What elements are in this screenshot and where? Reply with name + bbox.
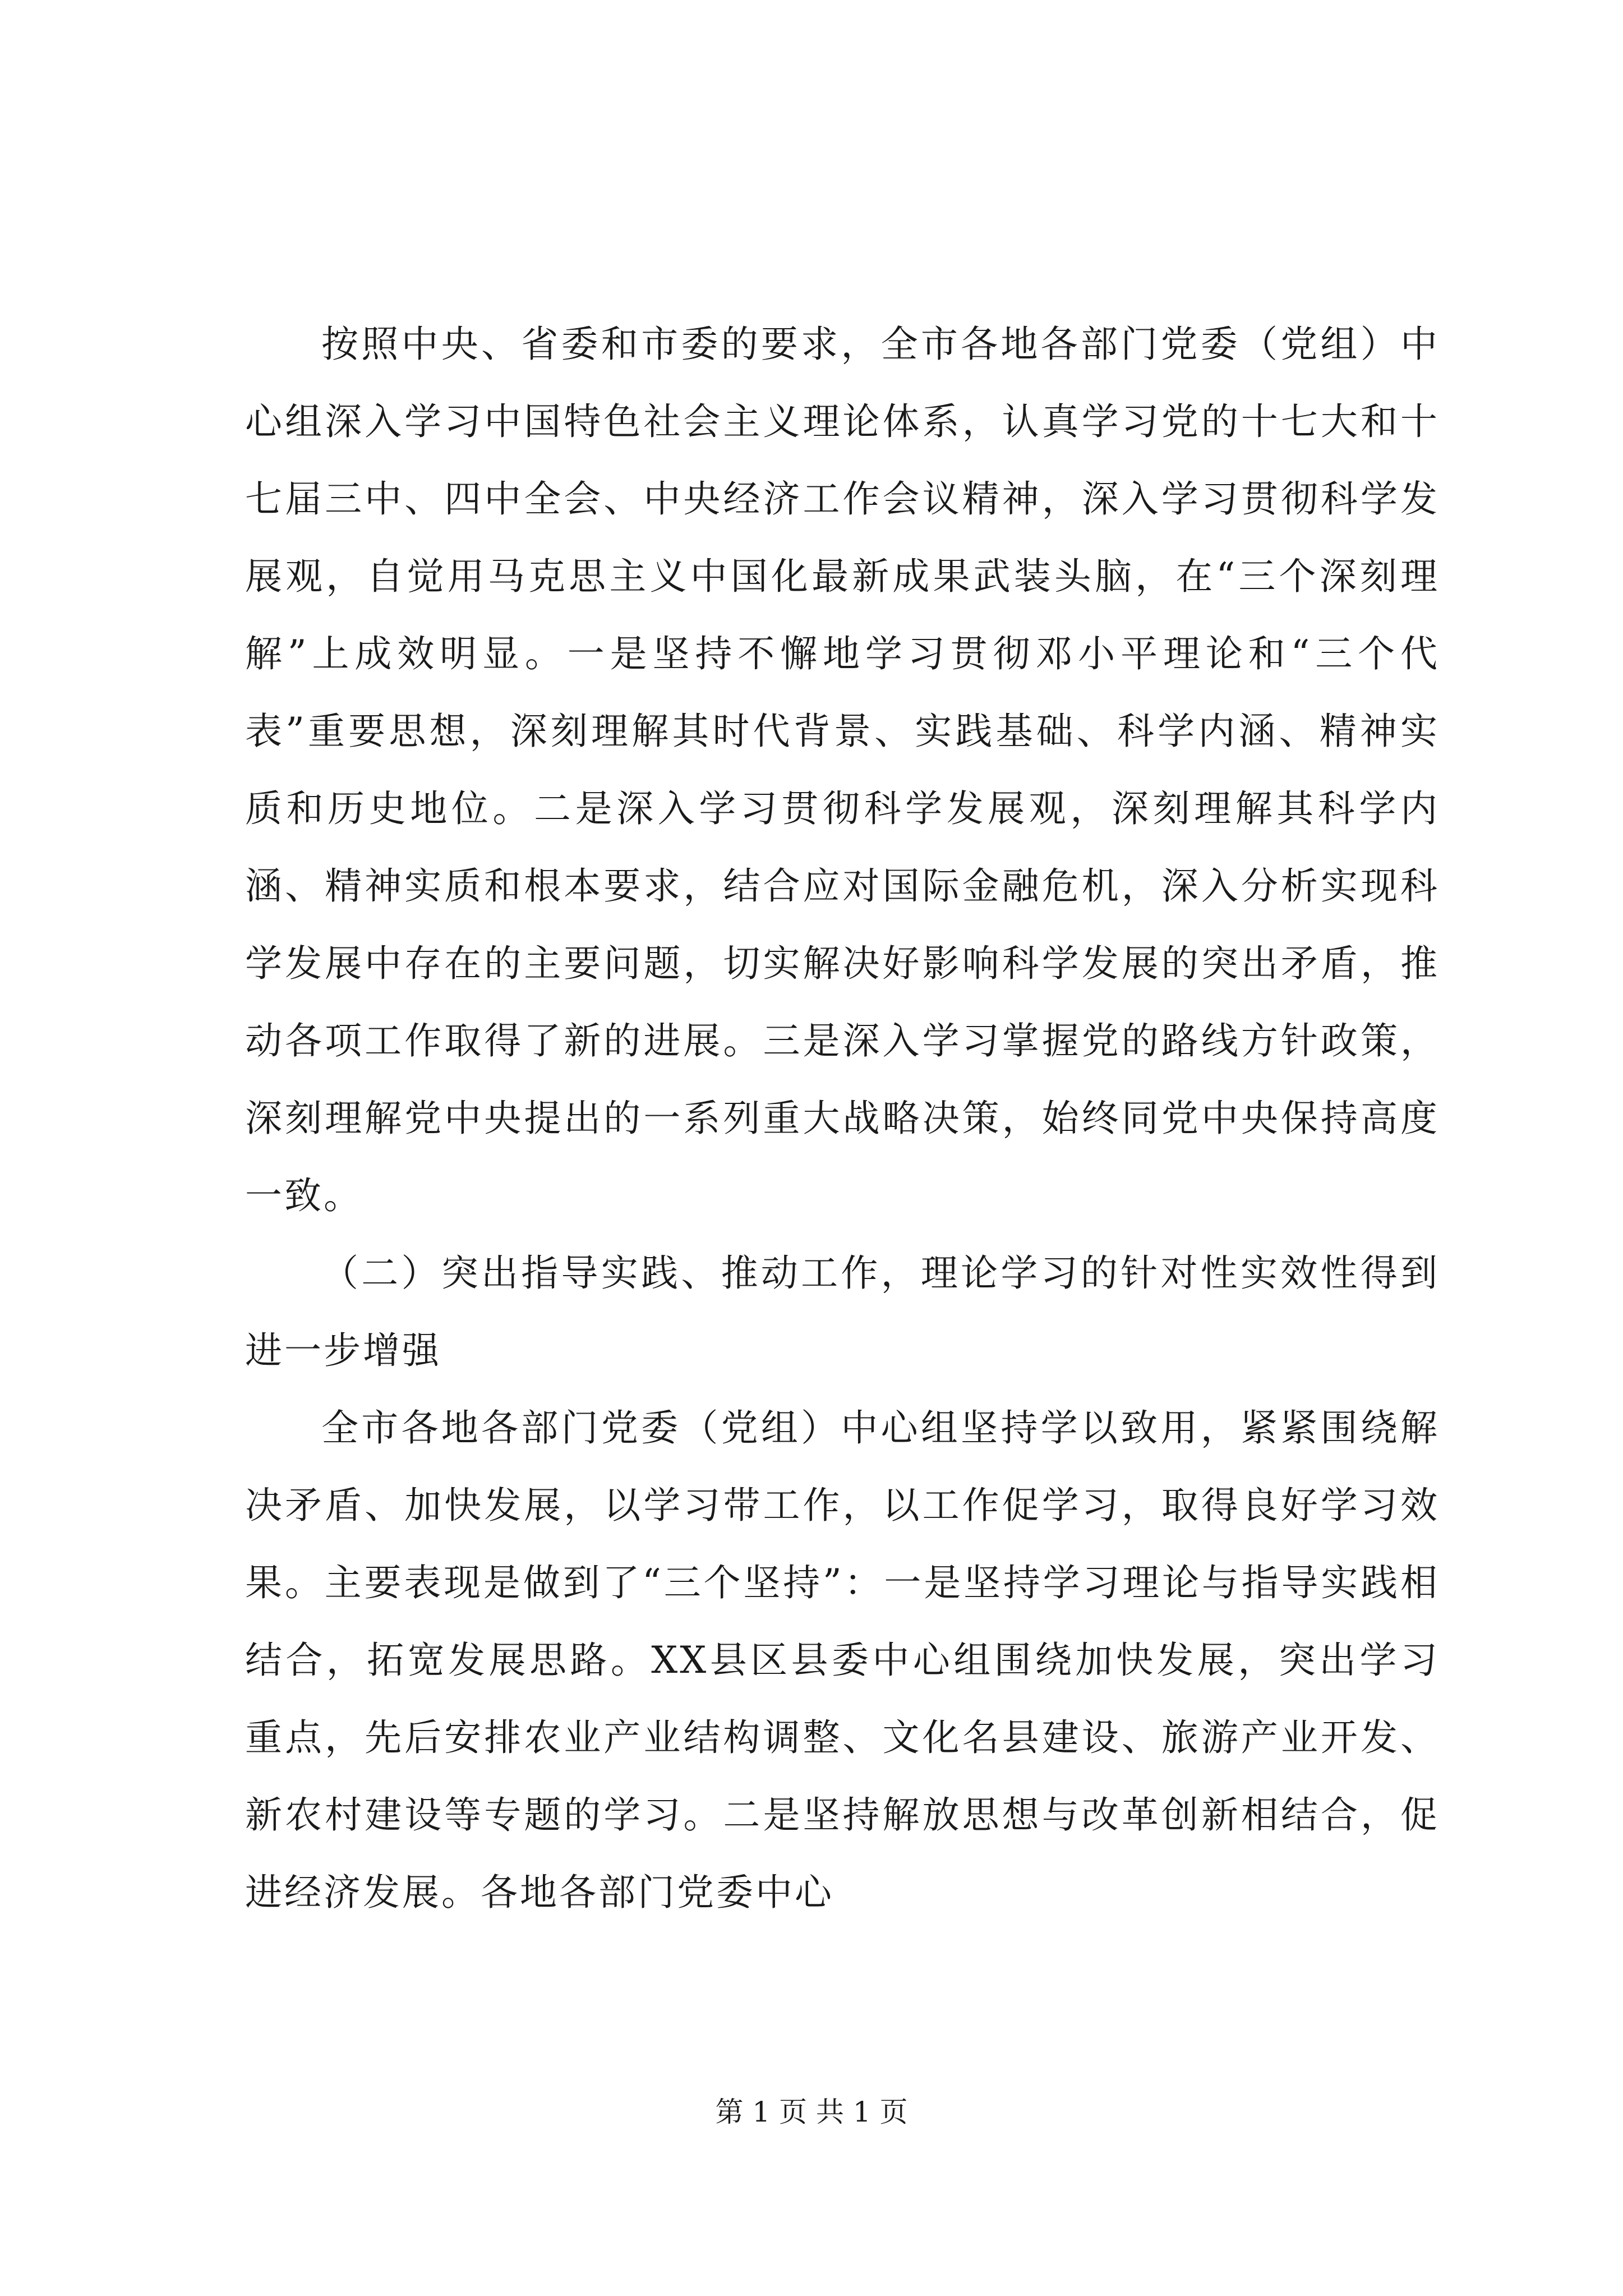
- body-paragraph-3: 全市各地各部门党委（党组）中心组坚持学以致用，紧紧围绕解决矛盾、加快发展，以学习带工作，以工作促学习，取得良好学习效果。主要表现是做到了“三个坚持”：一是坚持学习理论与指导实践相结合，拓宽发展思路。XX县区县委中心组围绕加快发展，突出学习重点，先后安排农业产业结构调整、文化名县建设、旅游产业开发、新农村建设等专题的学习。二是坚持解放思想与改革创新相结合，促进经济发展。各地各部门党委中心: [245, 1406, 1440, 1914]
- body-paragraph-1: 按照中央、省委和市委的要求，全市各地各部门党委（党组）中心组深入学习中国特色社会主义理论体系，认真学习党的十七大和十七届三中、四中全会、中央经济工作会议精神，深入学习贯彻科学发展观，自觉用马克思主义中国化最新成果武装头脑，在“三个深刻理解”上成效明显。一是坚持不懈地学习贯彻邓小平理论和“三个代表”重要思想，深刻理解其时代背景、实践基础、科学内涵、精神实质和历史地位。二是深入学习贯彻科学发展观，深刻理解其科学内涵、精神实质和根本要求，结合应对国际金融危机，深入分析实现科学发展中存在的主要问题，切实解决好影响科学发展的突出矛盾，推动各项工作取得了新的进展。三是深入学习掌握党的路线方针政策，深刻理解党中央提出的一系列重大战略决策，始终同党中央保持高度一致。: [245, 323, 1440, 1217]
- document-body: [245, 306, 1440, 1931]
- page-footer: 第 1 页 共 1 页: [715, 2096, 908, 2128]
- section-heading-2: （二）突出指导实践、推动工作，理论学习的针对性实效性得到进一步增强: [245, 1251, 1440, 1372]
